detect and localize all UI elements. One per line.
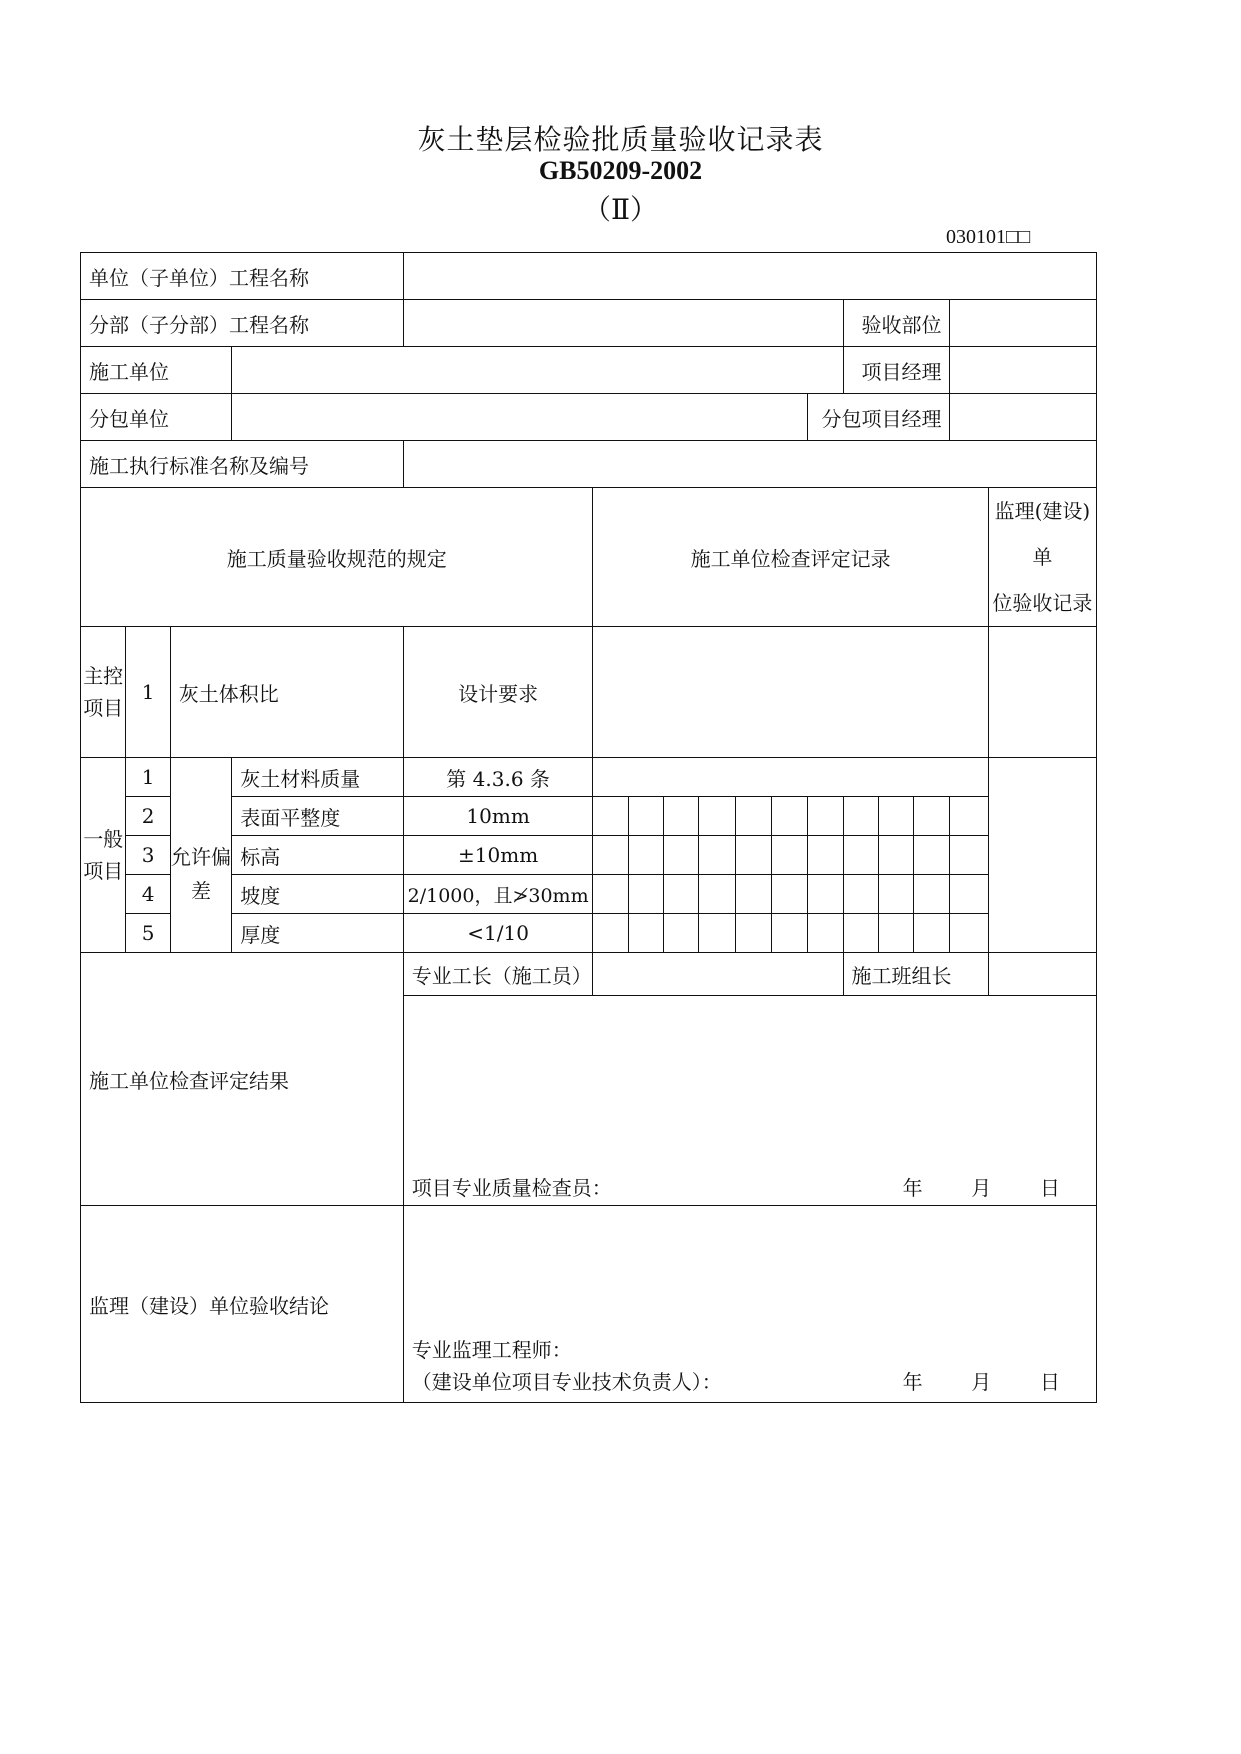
sub-project-label: 分部（子分部）工程名称 — [81, 300, 404, 347]
supervision-header-line1: 监理(建设)单 — [994, 499, 1091, 569]
general-item-no-2: 2 — [126, 797, 170, 836]
date-year: 年 — [902, 1370, 923, 1394]
inspector-label: 项目专业质量检查员： — [411, 1176, 612, 1200]
measure-cell[interactable] — [735, 914, 771, 953]
measure-cell[interactable] — [593, 836, 628, 875]
measure-cell[interactable] — [808, 875, 843, 914]
general-item-no-5: 5 — [126, 914, 170, 953]
supervision-result-label: 监理（建设）单位验收结论 — [81, 1206, 404, 1403]
construction-result-content[interactable] — [403, 996, 1096, 1206]
construction-result-signature-row — [81, 953, 1097, 996]
measure-cell[interactable] — [699, 914, 735, 953]
measure-cell[interactable] — [914, 875, 950, 914]
general-item-no-1: 1 — [126, 758, 170, 797]
measure-cell[interactable] — [771, 836, 807, 875]
measure-cell[interactable] — [735, 875, 771, 914]
general-item-requirement-2: 10mm — [403, 797, 593, 836]
measure-cell[interactable] — [593, 797, 628, 836]
general-row-2 — [81, 797, 1097, 836]
record-column-header: 施工单位检查评定记录 — [593, 488, 988, 627]
measure-cell[interactable] — [771, 797, 807, 836]
subcontract-unit-label: 分包单位 — [81, 394, 232, 441]
subcontract-manager-value[interactable] — [950, 394, 1097, 441]
tolerance-label: 允许偏差 — [170, 797, 232, 953]
measure-cell[interactable] — [593, 875, 628, 914]
main-control-item-name: 灰土体积比 — [170, 627, 403, 758]
tolerance-spacer — [170, 758, 232, 797]
spec-column-header: 施工质量验收规范的规定 — [81, 488, 593, 627]
main-control-row — [81, 627, 1097, 758]
date-day: 日 — [1040, 1370, 1060, 1394]
standard-row — [81, 441, 1097, 488]
foreman-label: 专业工长（施工员） — [403, 953, 593, 996]
general-item-name-3: 标高 — [232, 836, 403, 875]
tech-leader-label: （建设单位项目专业技术负责人）： — [411, 1370, 722, 1394]
project-manager-label: 项目经理 — [843, 347, 950, 394]
general-group-label: 一般项目 — [81, 758, 126, 953]
subcontract-unit-row — [81, 394, 1097, 441]
construction-unit-label: 施工单位 — [81, 347, 232, 394]
measure-cell[interactable] — [664, 875, 699, 914]
subcontract-manager-label: 分包项目经理 — [808, 394, 950, 441]
measure-cell[interactable] — [699, 875, 735, 914]
general-row-4 — [81, 875, 1097, 914]
measure-cell[interactable] — [914, 836, 950, 875]
measure-cell[interactable] — [878, 797, 913, 836]
project-manager-value[interactable] — [950, 347, 1097, 394]
measure-cell[interactable] — [699, 797, 735, 836]
standard-label: 施工执行标准名称及编号 — [81, 441, 404, 488]
supervision-header-line2: 位验收记录 — [992, 591, 1093, 615]
general-row-1 — [81, 758, 1097, 797]
date-year: 年 — [902, 1176, 923, 1200]
general-supervision[interactable] — [988, 758, 1096, 953]
supervision-result-date — [903, 1366, 1060, 1398]
measure-cell[interactable] — [808, 797, 843, 836]
general-item-no-4: 4 — [126, 875, 170, 914]
sub-project-row — [81, 300, 1097, 347]
general-item-name-1: 灰土材料质量 — [232, 758, 403, 797]
acceptance-part-label: 验收部位 — [843, 300, 950, 347]
general-item-requirement-3: ±10mm — [403, 836, 593, 875]
general-item-name-5: 厚度 — [232, 914, 403, 953]
main-control-supervision[interactable] — [988, 627, 1096, 758]
date-month: 月 — [971, 1370, 992, 1394]
measure-cell[interactable] — [843, 797, 878, 836]
general-item-requirement-4: 2/1000，且≯30mm — [403, 875, 593, 914]
supervision-column-header — [988, 488, 1096, 627]
measure-cell[interactable] — [843, 875, 878, 914]
general-item-name-4: 坡度 — [232, 875, 403, 914]
sub-project-value[interactable] — [403, 300, 843, 347]
main-control-group-label: 主控项目 — [81, 627, 126, 758]
unit-project-value[interactable] — [403, 253, 1096, 300]
measure-cell[interactable] — [808, 914, 843, 953]
measure-cell[interactable] — [878, 875, 913, 914]
measure-cell[interactable] — [628, 914, 663, 953]
general-item-no-3: 3 — [126, 836, 170, 875]
measure-cell[interactable] — [878, 836, 913, 875]
measure-cell[interactable] — [628, 836, 663, 875]
general-item-name-2: 表面平整度 — [232, 797, 403, 836]
measure-cell[interactable] — [950, 797, 988, 836]
unit-project-row — [81, 253, 1097, 300]
general-row-3 — [81, 836, 1097, 875]
measure-cell[interactable] — [771, 914, 807, 953]
team-leader-value[interactable] — [988, 953, 1096, 996]
main-control-item-no: 1 — [126, 627, 170, 758]
main-control-item-requirement: 设计要求 — [403, 627, 593, 758]
measure-cell[interactable] — [664, 836, 699, 875]
inspection-record-table — [80, 252, 1097, 1403]
measure-cell[interactable] — [593, 914, 628, 953]
measure-cell[interactable] — [914, 914, 950, 953]
unit-project-label: 单位（子单位）工程名称 — [81, 253, 404, 300]
acceptance-part-value[interactable] — [950, 300, 1097, 347]
measure-cell[interactable] — [950, 914, 988, 953]
general-item-requirement-5: <1/10 — [403, 914, 593, 953]
foreman-value[interactable] — [593, 953, 843, 996]
general-record-1[interactable] — [593, 758, 988, 797]
standard-code: GB50209-2002 — [538, 156, 703, 185]
form-title: 灰土垫层检验批质量验收记录表 — [417, 123, 824, 156]
construction-unit-value[interactable] — [232, 347, 843, 394]
date-month: 月 — [971, 1176, 992, 1200]
general-item-requirement-1: 第 4.3.6 条 — [403, 758, 593, 797]
measure-cell[interactable] — [771, 875, 807, 914]
form-number: 030101□□ — [946, 226, 1031, 248]
general-row-5 — [81, 914, 1097, 953]
measure-cell[interactable] — [699, 836, 735, 875]
measure-cell[interactable] — [914, 797, 950, 836]
measure-cell[interactable] — [735, 797, 771, 836]
date-day: 日 — [1040, 1176, 1060, 1200]
construction-result-label: 施工单位检查评定结果 — [81, 953, 404, 1206]
measure-cell[interactable] — [664, 797, 699, 836]
main-control-record[interactable] — [593, 627, 988, 758]
measure-cell[interactable] — [843, 914, 878, 953]
supervision-result-row — [81, 1206, 1097, 1403]
construction-unit-row — [81, 347, 1097, 394]
measure-cell[interactable] — [735, 836, 771, 875]
measure-cell[interactable] — [628, 875, 663, 914]
measure-cell[interactable] — [808, 836, 843, 875]
supervision-engineer-label: 专业监理工程师： — [411, 1338, 572, 1362]
measure-cell[interactable] — [843, 836, 878, 875]
team-leader-label: 施工班组长 — [843, 953, 988, 996]
measure-cell[interactable] — [950, 875, 988, 914]
form-variant: （Ⅱ） — [582, 193, 659, 226]
measure-cell[interactable] — [950, 836, 988, 875]
measure-cell[interactable] — [878, 914, 913, 953]
measure-cell[interactable] — [628, 797, 663, 836]
supervision-result-content[interactable] — [403, 1206, 1096, 1403]
measure-cell[interactable] — [664, 914, 699, 953]
construction-result-date — [903, 1172, 1060, 1201]
column-header-row — [81, 488, 1097, 627]
subcontract-unit-value[interactable] — [232, 394, 808, 441]
standard-value[interactable] — [403, 441, 1096, 488]
